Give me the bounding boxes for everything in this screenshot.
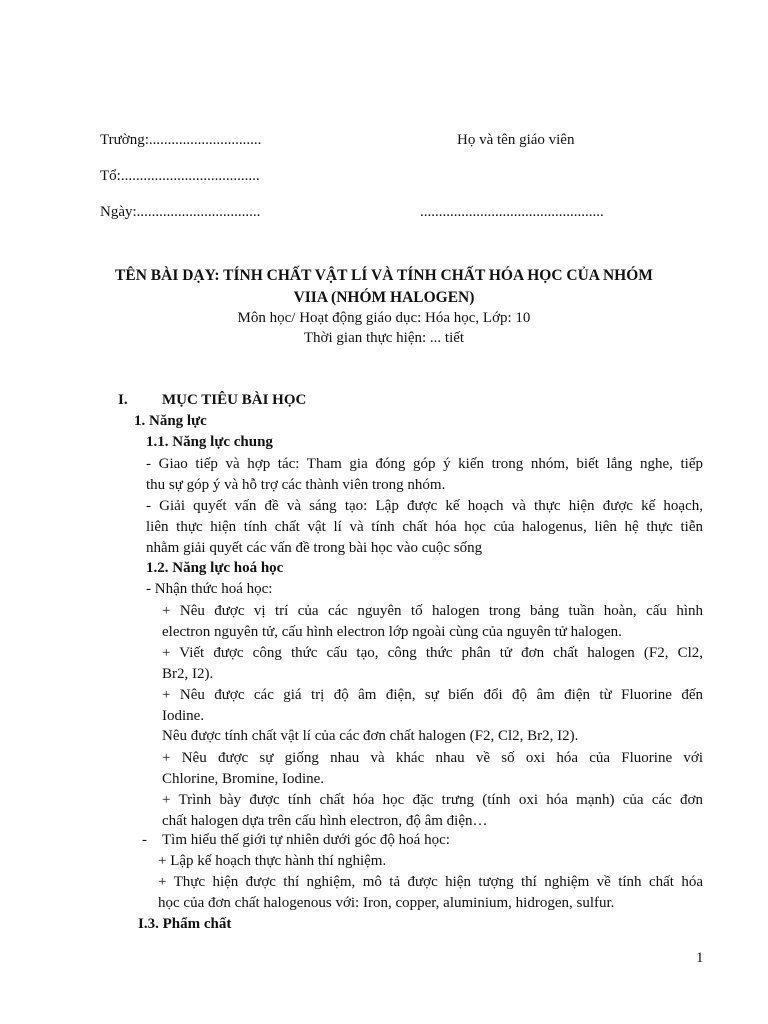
bullet-perform-experiment: [158, 872, 703, 914]
bullet-electronegativity: [162, 685, 703, 727]
subsection-1-3-heading: I.3. Phẩm chất: [138, 916, 232, 932]
subject-line: Môn học/ Hoạt động giáo dục: Hóa học, Lớp: 10: [237, 310, 531, 326]
bullet-physical-properties: Nêu được tính chất vật lí của các đơn chất halogen (F2, Cl2, Br2, I2).: [162, 728, 579, 744]
duration-line: Thời gian thực hiện: ... tiết: [303, 330, 465, 346]
paragraph-line: + Nêu được các giá trị độ âm điện, sự biến đổi độ âm điện từ Fluorine đến: [162, 687, 703, 703]
lesson-title-line-1: TÊN BÀI DẠY: TÍNH CHẤT VẬT LÍ VÀ TÍNH CHẤT HÓA HỌC CỦA NHÓM: [115, 267, 653, 284]
paragraph-line: - Giải quyết vấn đề và sáng tạo: Lập được kế hoạch và thực hiện được kế hoạch,: [146, 498, 703, 514]
subsection-1-1-heading: 1.1. Năng lực chung: [146, 434, 273, 450]
bullet-chemical-properties: [162, 790, 703, 832]
subsection-1-heading: 1. Năng lực: [134, 413, 207, 429]
paragraph-line: thu sự góp ý và hỗ trợ các thành viên trong nhóm.: [146, 477, 446, 493]
paragraph-line: + Thực hiện được thí nghiệm, mô tả được hiện tượng thí nghiệm về tính chất hóa: [158, 874, 703, 890]
cognition-item: - Nhận thức hoá học:: [146, 581, 273, 597]
paragraph-line: Chlorine, Bromine, Iodine.: [162, 771, 325, 787]
section-number: I.: [118, 392, 128, 408]
paragraph-line: electron nguyên tử, cấu hình electron lớp ngoài cùng của nguyên tử halogen.: [162, 624, 622, 640]
bullet-oxidation-state: [162, 748, 703, 790]
paragraph-line: + Viết được công thức cấu tạo, công thức phân tử đơn chất halogen (F2, Cl2,: [162, 645, 703, 661]
paragraph-line: + Nêu được sự giống nhau và khác nhau về số oxi hóa của Fluorine với: [162, 750, 703, 766]
paragraph-line: + Trình bày được tính chất hóa học đặc trưng (tính oxi hóa mạnh) của các đơn: [162, 792, 703, 808]
paragraph-problem-solving: [146, 496, 703, 559]
paragraph-line: chất halogen dựa trên cấu hình electron, độ âm điện…: [162, 813, 488, 829]
section-heading: MỤC TIÊU BÀI HỌC: [162, 392, 307, 408]
explore-dash: -: [142, 832, 147, 848]
bullet-plan-experiment: + Lập kế hoạch thực hành thí nghiệm.: [158, 853, 387, 869]
paragraph-line: - Giao tiếp và hợp tác: Tham gia đóng góp ý kiến trong nhóm, biết lắng nghe, tiếp: [146, 456, 703, 472]
teacher-name-label: Họ và tên giáo viên: [457, 132, 575, 148]
explore-item: Tìm hiểu thế giới tự nhiên dưới góc độ hoá học:: [162, 832, 450, 848]
bullet-position: [162, 601, 703, 643]
paragraph-line: nhằm giải quyết các vấn đề trong bài học vào cuộc sống: [146, 540, 483, 556]
paragraph-communication: [146, 454, 703, 496]
teacher-name-dots: .................................................: [420, 204, 604, 220]
paragraph-line: Br2, I2).: [162, 666, 214, 682]
paragraph-line: liên thực hiện tính chất vật lí và tính chất hóa học của halogenus, liên hệ thực tiễn: [146, 519, 703, 535]
paragraph-line: học của đơn chất halogenous với: Iron, copper, aluminium, hidrogen, sulfur.: [158, 895, 615, 911]
subsection-1-2-heading: 1.2. Năng lực hoá học: [146, 560, 284, 576]
page-number: 1: [696, 950, 704, 966]
paragraph-line: Iodine.: [162, 708, 205, 724]
bullet-formula: [162, 643, 703, 685]
department-field: Tổ:.....................................: [100, 168, 260, 184]
lesson-title-line-2: VIIA (NHÓM HALOGEN): [293, 289, 475, 306]
paragraph-line: + Nêu được vị trí của các nguyên tố halogen trong bảng tuần hoàn, cấu hình: [162, 603, 703, 619]
date-field: Ngày:.................................: [100, 204, 261, 220]
school-field: Trường:..............................: [100, 132, 262, 148]
